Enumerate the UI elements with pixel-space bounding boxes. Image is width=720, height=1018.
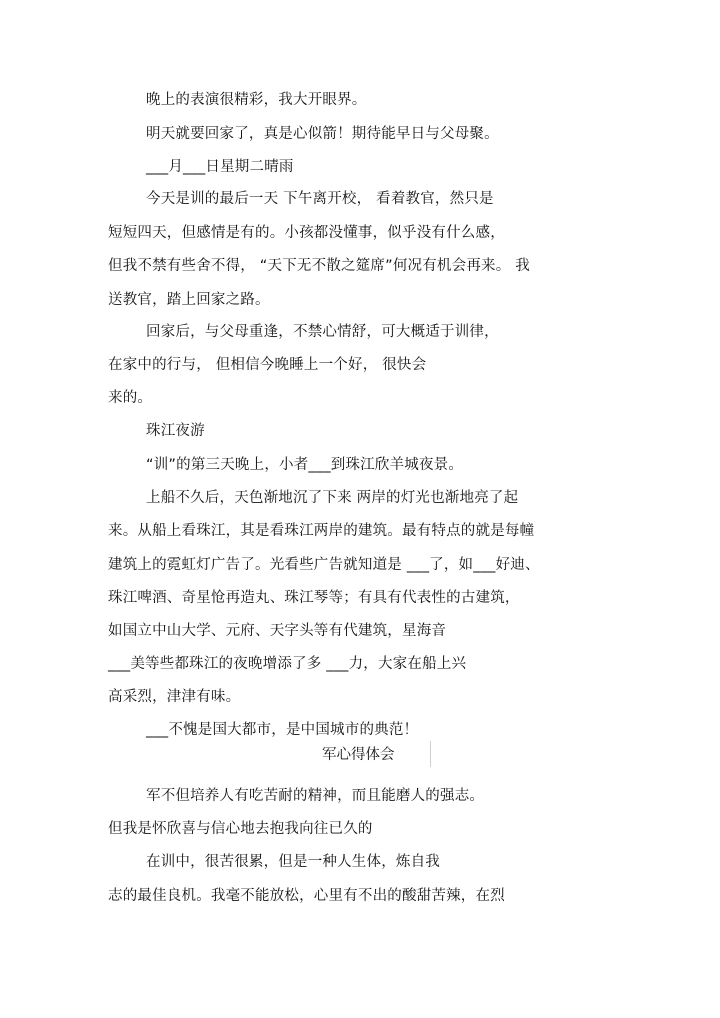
text-line: 明天就要回家了，真是心似箭！期待能早日与父母聚。 xyxy=(146,126,499,142)
text-line: 军不但培养人有吃苦耐的精神，而且能磨人的强志。 xyxy=(146,788,485,804)
text-line: 来的。 xyxy=(108,390,153,406)
section-heading: 珠江夜游 xyxy=(146,423,205,439)
text-line: 在家中的行与， 但相信今晚睡上一个好， 很快会 xyxy=(108,357,427,373)
text-line: 建筑上的霓虹灯广告了。光看些广告就知道是 ___了，如___好迪、 xyxy=(108,557,540,573)
text-line: ___不愧是国大都市，是中国城市的典范！ xyxy=(146,722,419,738)
date-line: ___月___日星期二晴雨 xyxy=(146,159,294,175)
text-line: 今天是训的最后一天 下午离开校， 看着教官，然只是 xyxy=(146,191,494,207)
text-line: 如国立中山大学、元府、天字头等有代建筑，星海音 xyxy=(108,623,447,639)
text-line: 但我不禁有些舍不得， “天下无不散之筵席”何况有机会再来。 我 xyxy=(108,258,530,274)
text-line: 短短四天，但感情是有的。小孩都没懂事，似乎没有什么感， xyxy=(108,225,505,241)
text-line: 来。从船上看珠江，其是看珠江两岸的建筑。最有特点的就是每幢 xyxy=(108,523,535,539)
text-line: 高采烈，津津有味。 xyxy=(108,689,241,705)
text-line: 上船不久后，天色渐地沉了下来 两岸的灯光也渐地亮了起 xyxy=(146,490,519,506)
text-line: 志的最佳良机。我毫不能放松，心里有不出的酸甜苦辣，在烈 xyxy=(108,888,505,904)
text-line: 晚上的表演很精彩，我大开眼界。 xyxy=(146,92,367,108)
text-line: 珠江啤酒、奇星怆再造丸、珠江琴等；有具有代表性的古建筑， xyxy=(108,590,520,606)
text-line: 但我是怀欣喜与信心地去抱我向往已久的 xyxy=(108,821,373,837)
text-line: 送教官，踏上回家之路。 xyxy=(108,292,270,308)
divider xyxy=(430,741,431,767)
section-heading: 军心得体会 xyxy=(322,747,395,763)
text-line: ___美等些都珠江的夜晚增添了多 ___力，大家在船上兴 xyxy=(108,656,467,672)
text-line: 在训中，很苦很累，但是一种人生体，炼自我 xyxy=(146,854,440,870)
text-line: “训”的第三天晚上，小者___到珠江欣羊城夜景。 xyxy=(146,457,464,473)
text-line: 回家后，与父母重逢，不禁心情舒，可大概适于训律， xyxy=(146,324,499,340)
